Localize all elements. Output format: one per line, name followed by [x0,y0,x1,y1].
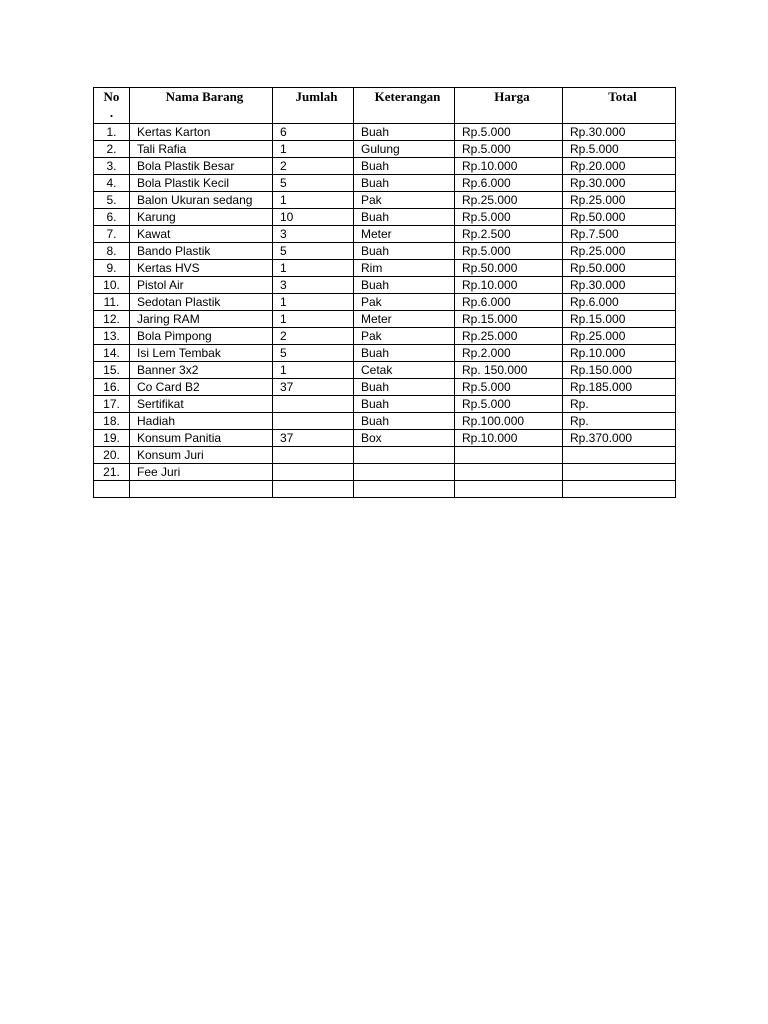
table-row [94,396,676,413]
cell-keterangan: Buah [354,277,455,294]
table-row [94,328,676,345]
cell-jumlah: 1 [273,141,354,158]
table-row [94,175,676,192]
cell-no: 17. [94,396,130,413]
cell-no: 1. [94,124,130,141]
table-row [94,464,676,481]
cell-no: 12. [94,311,130,328]
cell-nama-barang: Kawat [130,226,273,243]
cell-jumlah: 1 [273,362,354,379]
cell-harga: Rp.10.000 [455,158,563,175]
table-row [94,430,676,447]
cell-keterangan: Pak [354,328,455,345]
table-row [94,243,676,260]
cell-nama-barang: Bola Plastik Kecil [130,175,273,192]
header-row [94,88,676,124]
cell-nama-barang: Karung [130,209,273,226]
cell-total: Rp. [563,396,676,413]
cell-harga: Rp.5.000 [455,243,563,260]
cell-nama-barang: Hadiah [130,413,273,430]
cell-jumlah: 1 [273,294,354,311]
cell-nama-barang [130,481,273,498]
cell-jumlah [273,481,354,498]
cell-no [94,481,130,498]
table-body [94,124,676,498]
cell-keterangan: Meter [354,311,455,328]
cell-harga: Rp.10.000 [455,277,563,294]
cell-no: 7. [94,226,130,243]
cell-keterangan: Buah [354,345,455,362]
cell-harga: Rp.5.000 [455,141,563,158]
cell-jumlah [273,447,354,464]
cell-total: Rp.150.000 [563,362,676,379]
header-no-line1: No [103,89,120,104]
header-no [94,88,130,124]
cell-harga: Rp.6.000 [455,175,563,192]
cell-harga: Rp.50.000 [455,260,563,277]
table-row [94,311,676,328]
cell-harga: Rp.100.000 [455,413,563,430]
table-row [94,124,676,141]
cell-no: 8. [94,243,130,260]
cell-harga: Rp.6.000 [455,294,563,311]
cell-total: Rp.50.000 [563,209,676,226]
table-row [94,141,676,158]
cell-nama-barang: Tali Rafia [130,141,273,158]
cell-jumlah: 2 [273,328,354,345]
cell-harga: Rp.10.000 [455,430,563,447]
cell-total: Rp.50.000 [563,260,676,277]
cell-harga [455,447,563,464]
cell-harga: Rp.25.000 [455,328,563,345]
cell-keterangan: Buah [354,209,455,226]
cell-jumlah [273,413,354,430]
cell-jumlah: 2 [273,158,354,175]
cell-keterangan: Buah [354,396,455,413]
cell-jumlah: 37 [273,379,354,396]
items-table [93,87,676,498]
cell-nama-barang: Co Card B2 [130,379,273,396]
cell-total: Rp.5.000 [563,141,676,158]
cell-total: Rp. [563,413,676,430]
cell-harga: Rp.15.000 [455,311,563,328]
cell-nama-barang: Kertas HVS [130,260,273,277]
cell-nama-barang: Bando Plastik [130,243,273,260]
cell-no: 6. [94,209,130,226]
table-row [94,294,676,311]
cell-total: Rp.20.000 [563,158,676,175]
cell-no: 10. [94,277,130,294]
cell-no: 9. [94,260,130,277]
cell-total: Rp.30.000 [563,277,676,294]
cell-keterangan [354,464,455,481]
cell-total: Rp.10.000 [563,345,676,362]
cell-no: 13. [94,328,130,345]
cell-nama-barang: Balon Ukuran sedang [130,192,273,209]
cell-keterangan [354,481,455,498]
cell-keterangan: Gulung [354,141,455,158]
cell-harga: Rp.2.000 [455,345,563,362]
cell-nama-barang: Pistol Air [130,277,273,294]
table-row [94,158,676,175]
cell-harga: Rp.5.000 [455,124,563,141]
cell-total: Rp.370.000 [563,430,676,447]
cell-no: 5. [94,192,130,209]
cell-nama-barang: Sertifikat [130,396,273,413]
cell-keterangan: Buah [354,379,455,396]
cell-total: Rp.15.000 [563,311,676,328]
table-row [94,192,676,209]
cell-jumlah: 1 [273,192,354,209]
cell-harga [455,481,563,498]
cell-keterangan: Meter [354,226,455,243]
table-row [94,277,676,294]
cell-total: Rp.25.000 [563,243,676,260]
cell-harga: Rp.5.000 [455,379,563,396]
cell-keterangan: Pak [354,294,455,311]
cell-nama-barang: Jaring RAM [130,311,273,328]
cell-no: 11. [94,294,130,311]
table-row [94,362,676,379]
header-keterangan: Keterangan [354,88,455,124]
table-row [94,345,676,362]
cell-nama-barang: Kertas Karton [130,124,273,141]
header-total: Total [563,88,676,124]
cell-no: 18. [94,413,130,430]
cell-no: 15. [94,362,130,379]
cell-jumlah: 5 [273,175,354,192]
cell-total: Rp.30.000 [563,124,676,141]
cell-nama-barang: Konsum Panitia [130,430,273,447]
cell-nama-barang: Isi Lem Tembak [130,345,273,362]
cell-jumlah: 37 [273,430,354,447]
table-row [94,413,676,430]
table-row [94,447,676,464]
cell-nama-barang: Banner 3x2 [130,362,273,379]
cell-total: Rp.7.500 [563,226,676,243]
cell-keterangan: Buah [354,243,455,260]
cell-nama-barang: Konsum Juri [130,447,273,464]
cell-jumlah: 1 [273,311,354,328]
cell-keterangan: Buah [354,124,455,141]
cell-harga: Rp.2.500 [455,226,563,243]
header-nama-barang: Nama Barang [130,88,273,124]
cell-nama-barang: Fee Juri [130,464,273,481]
cell-total [563,481,676,498]
table-row [94,226,676,243]
cell-harga [455,464,563,481]
table-row [94,209,676,226]
cell-total: Rp.30.000 [563,175,676,192]
cell-keterangan: Cetak [354,362,455,379]
header-jumlah: Jumlah [273,88,354,124]
cell-keterangan: Rim [354,260,455,277]
cell-harga: Rp.25.000 [455,192,563,209]
cell-keterangan: Pak [354,192,455,209]
cell-jumlah: 3 [273,277,354,294]
cell-no: 19. [94,430,130,447]
cell-harga: Rp.5.000 [455,209,563,226]
cell-nama-barang: Bola Plastik Besar [130,158,273,175]
cell-jumlah: 5 [273,345,354,362]
cell-keterangan: Box [354,430,455,447]
cell-no: 3. [94,158,130,175]
cell-keterangan: Buah [354,158,455,175]
cell-no: 14. [94,345,130,362]
cell-total: Rp.25.000 [563,192,676,209]
cell-total: Rp.25.000 [563,328,676,345]
cell-total [563,464,676,481]
cell-harga: Rp.5.000 [455,396,563,413]
cell-no: 4. [94,175,130,192]
cell-jumlah [273,396,354,413]
cell-no: 16. [94,379,130,396]
cell-keterangan: Buah [354,413,455,430]
cell-nama-barang: Bola Pimpong [130,328,273,345]
cell-no: 20. [94,447,130,464]
cell-total: Rp.185.000 [563,379,676,396]
cell-no: 2. [94,141,130,158]
cell-harga: Rp. 150.000 [455,362,563,379]
table-header [94,88,676,124]
cell-keterangan: Buah [354,175,455,192]
cell-jumlah: 3 [273,226,354,243]
cell-total: Rp.6.000 [563,294,676,311]
cell-jumlah [273,464,354,481]
header-no-line2: . [109,105,114,120]
cell-jumlah: 5 [273,243,354,260]
cell-total [563,447,676,464]
table-row [94,481,676,498]
cell-nama-barang: Sedotan Plastik [130,294,273,311]
cell-jumlah: 10 [273,209,354,226]
table-row [94,379,676,396]
header-harga: Harga [455,88,563,124]
cell-keterangan [354,447,455,464]
table-row [94,260,676,277]
cell-jumlah: 6 [273,124,354,141]
cell-no: 21. [94,464,130,481]
cell-jumlah: 1 [273,260,354,277]
